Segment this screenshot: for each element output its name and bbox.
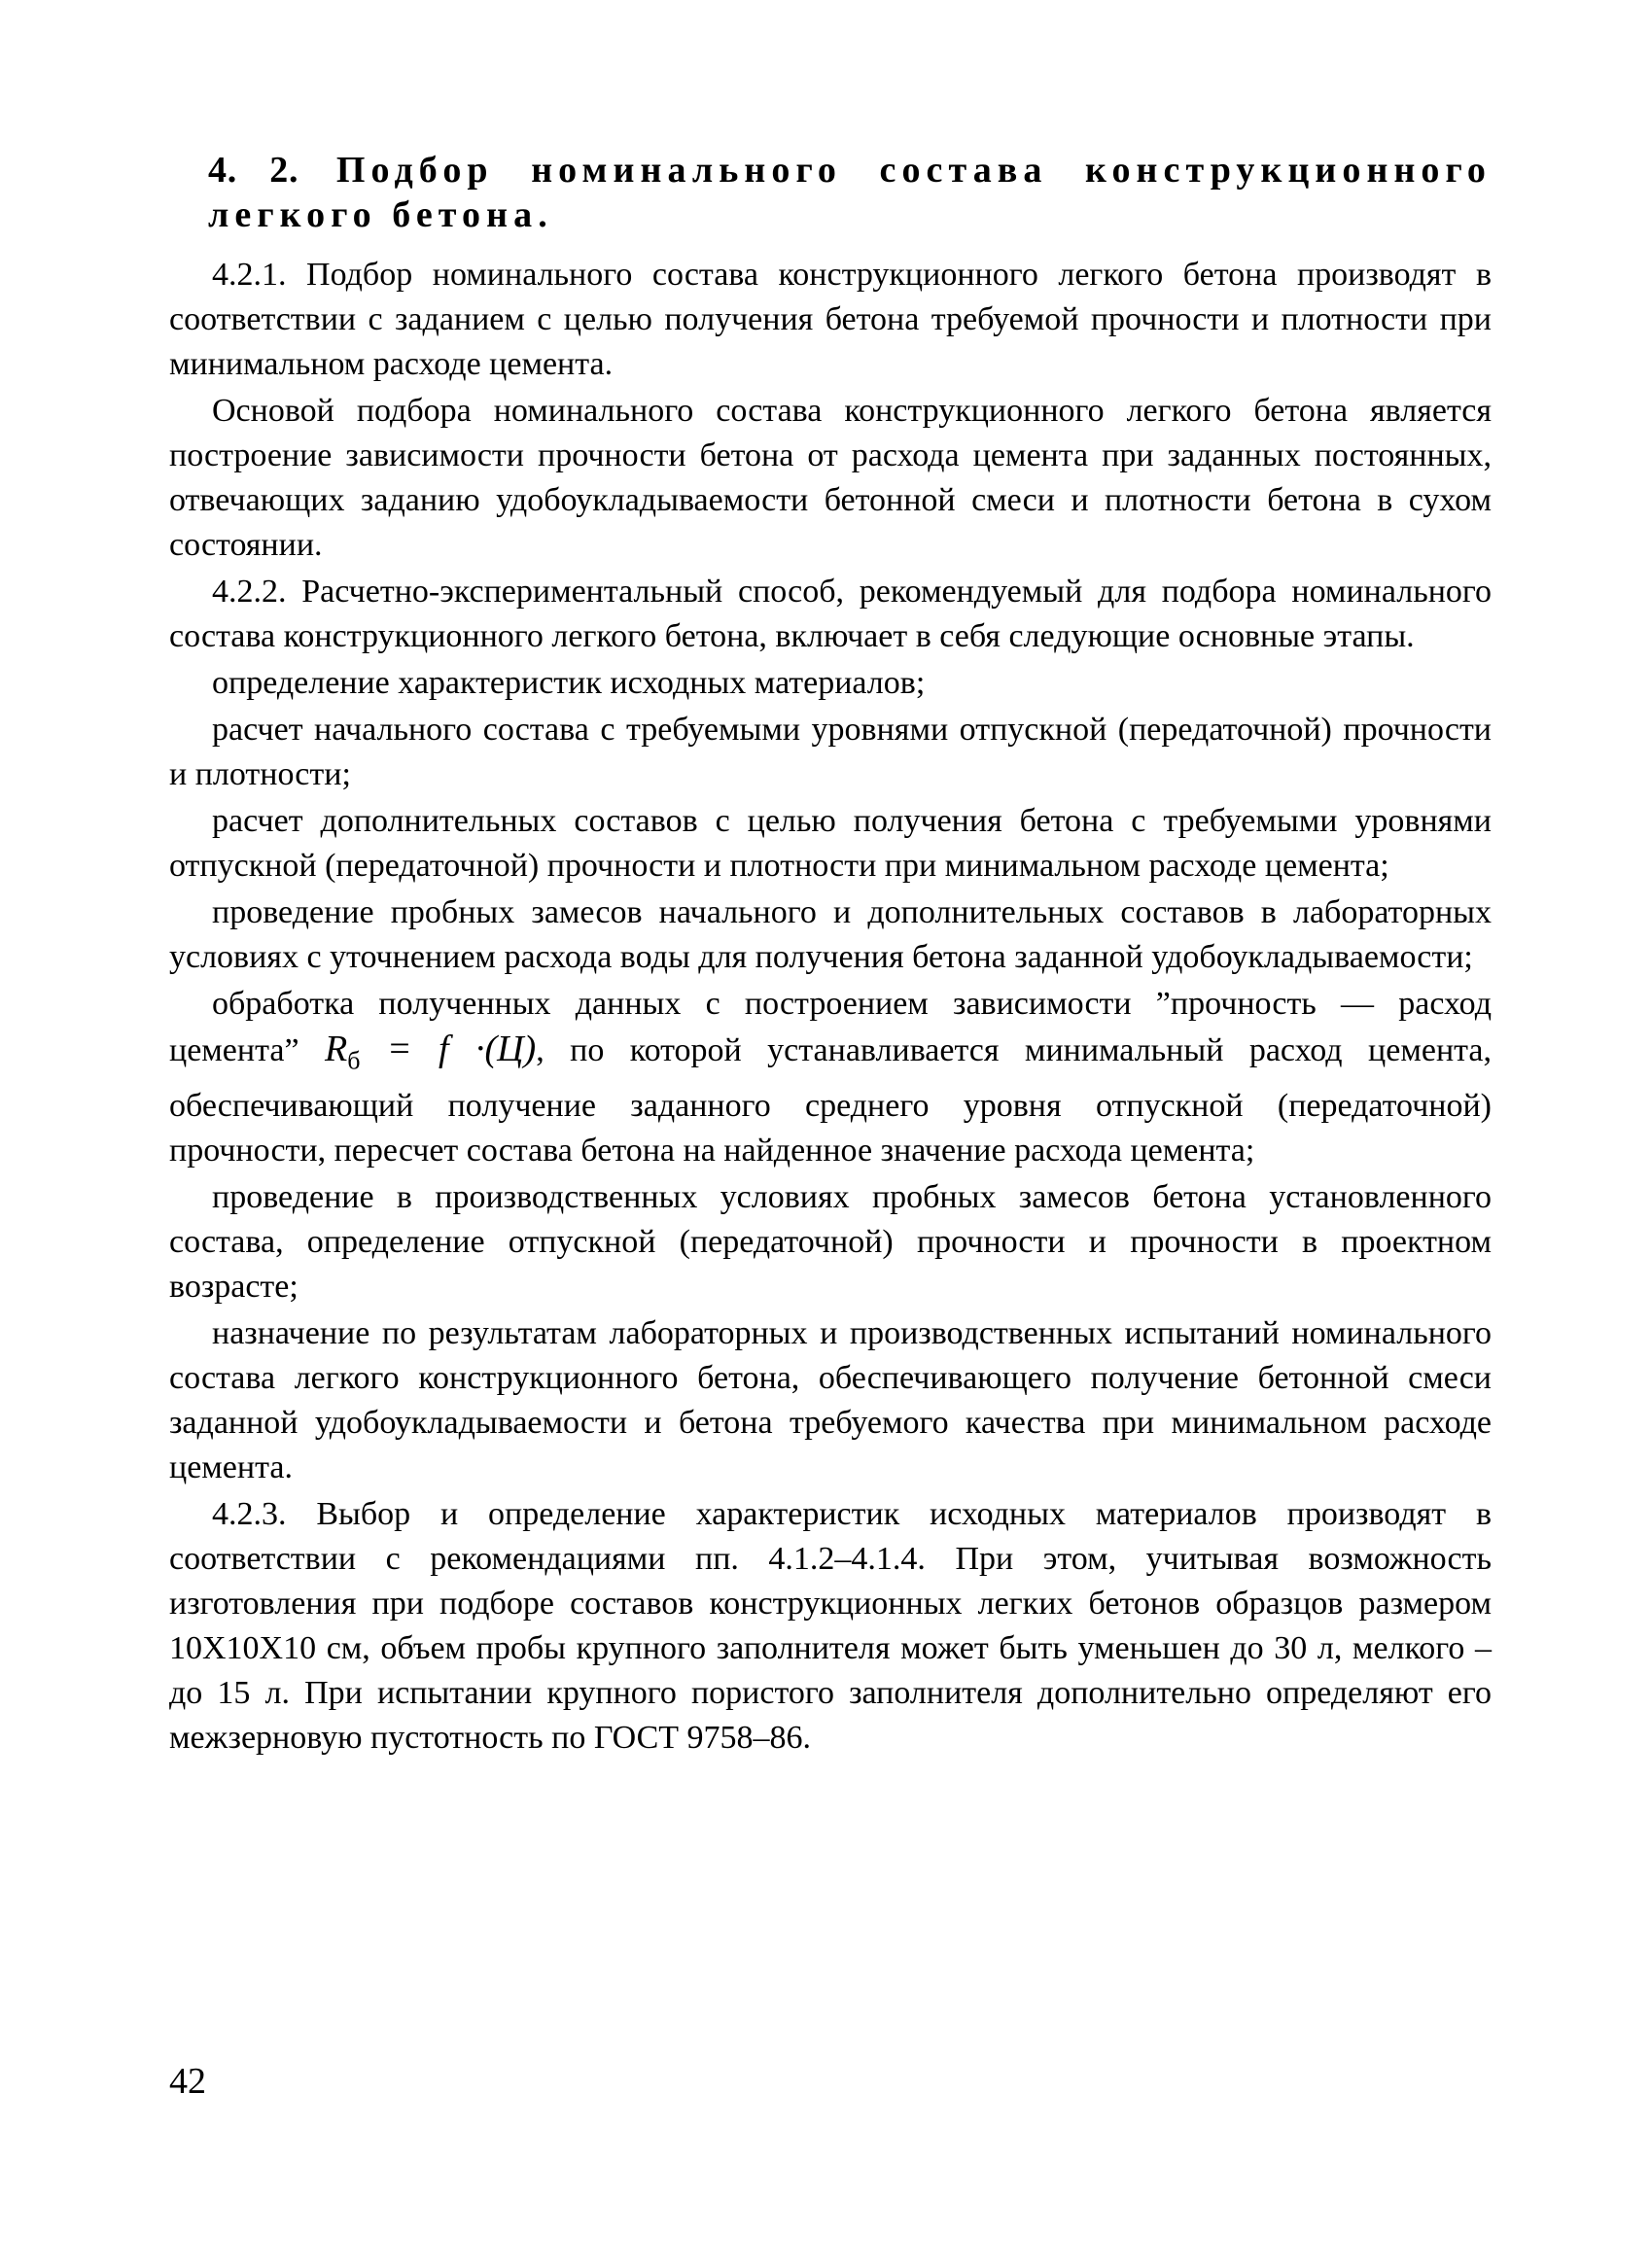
stage-item-formula xyxy=(169,982,1492,1173)
section-number: 4. 2. xyxy=(208,150,299,191)
formula-rhs: = f ·(Ц) xyxy=(360,1029,537,1069)
stage-item: расчет начального состава с требуемыми уровнями отпускной (передаточной) прочности и плотности; xyxy=(169,712,1492,792)
strength-formula xyxy=(324,1029,537,1075)
section-heading xyxy=(208,148,1492,237)
stage-item: определение характеристик исходных материалов; xyxy=(212,665,926,701)
paragraph-basis: Основой подбора номинального состава конструкционного легкого бетона является построение зависимости прочности бетона от расхода цемента при заданных постоянных, отвечающих заданию удобоукладываемости бетонной смеси и плотности бетона в сухом состоянии. xyxy=(169,393,1492,563)
paragraph-4-2-3: 4.2.3. Выбор и определение характеристик исходных материалов производят в соответствии с рекомендациями пп. 4.1.2–4.1.4. При этом, учитывая возможность изготовления при подборе составов конструкционных легких бетонов образцов размером 10Х10Х10 см, объем пробы крупного заполнителя может быть уменьшен до 30 л, мелкого – до 15 л. При испытании крупного пористого заполнителя дополнительно определяют его межзерновую пустотность по ГОСТ 9758–86. xyxy=(169,1495,1492,1756)
section-title: Подбор номинального состава конструкционного легкого бетона. xyxy=(208,150,1492,235)
paragraph-4-2-1: 4.2.1. Подбор номинального состава конструкционного легкого бетона производят в соответствии с заданием с целью получения бетона требуемой прочности и плотности при минимальном расходе цемента. xyxy=(169,257,1492,382)
stage-item: проведение пробных замесов начального и дополнительных составов в лабораторных условиях с уточнением расхода воды для получения бетона заданной удобоукладываемости; xyxy=(169,894,1492,975)
stage-item: проведение в производственных условиях пробных замесов бетона установленного состава, определение отпускной (передаточной) прочности и прочности в проектном возрасте; xyxy=(169,1178,1492,1305)
formula-symbol: R xyxy=(324,1029,348,1069)
stage-item: расчет дополнительных составов с целью получения бетона с требуемыми уровнями отпускной (передаточной) прочности и плотности при минимальном расходе цемента; xyxy=(169,803,1492,884)
formula-subscript: б xyxy=(347,1046,361,1075)
stage-item: назначение по результатам лабораторных и производственных испытаний номинального состава легкого конструкционного бетона, обеспечивающего получение бетонной смеси заданной удобоукладываемости и бетона требуемого качества при минимальном расходе цемента. xyxy=(169,1314,1492,1485)
paragraph-4-2-2: 4.2.2. Расчетно-экспериментальный способ, рекомендуемый для подбора номинального состава конструкционного легкого бетона, включает в себя следующие основные этапы. xyxy=(169,574,1492,654)
formula-lead-text: обработка полученных данных с построением зависимости ”прочность — расход цемента” xyxy=(169,986,1492,1068)
page-number: 42 xyxy=(169,2061,206,2102)
text-column xyxy=(169,148,1492,1762)
formula-trail-text: , по которой устанавливается минимальный расход цемента, обеспечивающий получение заданного среднего уровня отпускной (передаточной) прочности, пересчет состава бетона на найденное значение расхода цемента; xyxy=(169,1032,1492,1169)
